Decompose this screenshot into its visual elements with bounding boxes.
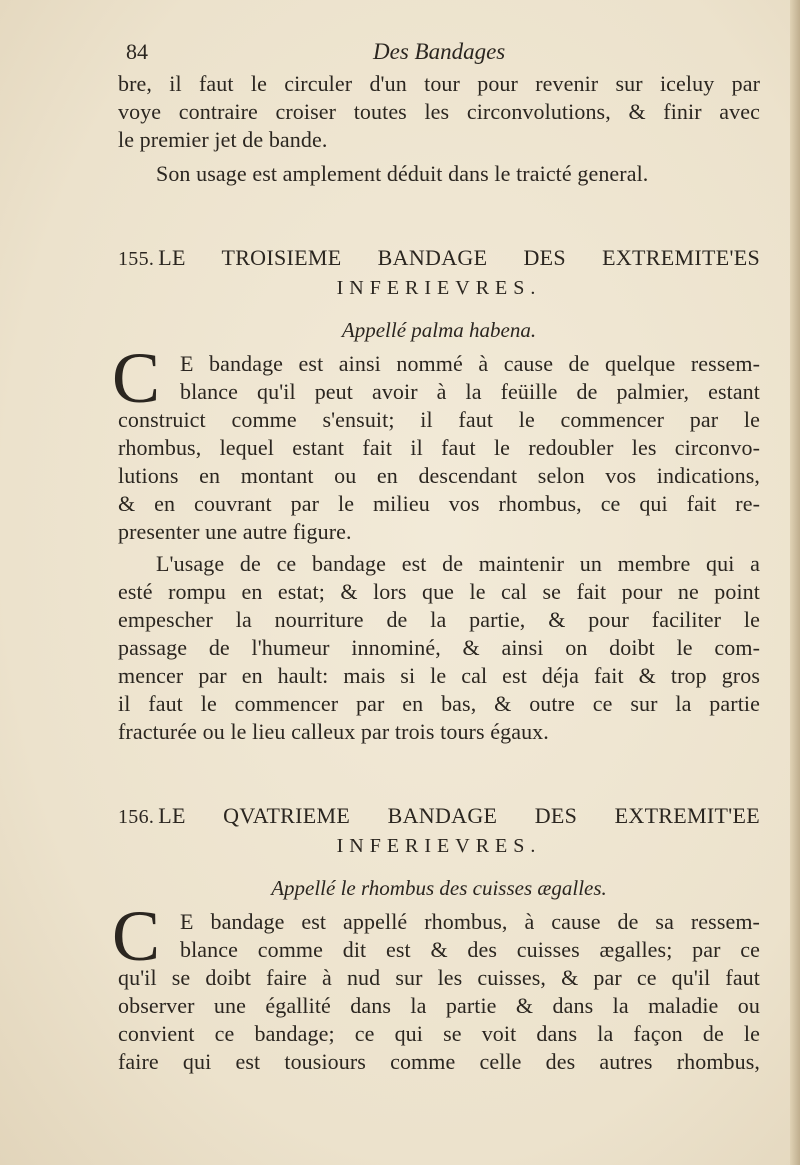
page-number: 84 bbox=[126, 39, 148, 64]
text-line: presenter une autre figure. bbox=[118, 519, 352, 544]
text-line: passage de l'humeur innominé, & ainsi on doibt le com- bbox=[118, 635, 760, 660]
paragraph bbox=[112, 338, 760, 546]
drop-cap: C bbox=[112, 896, 161, 976]
section-heading bbox=[118, 244, 760, 274]
paragraph bbox=[112, 896, 760, 1076]
text-line: fracturée ou le lieu calleux par trois tours égaux. bbox=[118, 719, 549, 744]
page-header bbox=[118, 38, 760, 70]
section-subtitle: INFERIEVRES. bbox=[336, 277, 542, 299]
running-head: Des Bandages bbox=[373, 39, 506, 64]
text-line: faire qui est tousiours comme celle des autres rhombus, bbox=[118, 1049, 760, 1074]
intro-usage: Son usage est amplement déduit dans le traicté general. bbox=[156, 161, 649, 186]
text-line: rhombus, lequel estant fait il faut le redoubler les circonvo- bbox=[118, 435, 760, 460]
section-number: 156. bbox=[118, 806, 155, 828]
section-title: LE QVATRIEME BANDAGE DES EXTREMIT'EE bbox=[158, 803, 760, 828]
text-line: E bandage est appellé rhombus, à cause de sa ressem- bbox=[180, 909, 760, 934]
section-heading bbox=[118, 802, 760, 832]
text-line: blance qu'il peut avoir à la feüille de palmier, estant bbox=[180, 379, 760, 404]
page-text bbox=[112, 38, 760, 1076]
section-155 bbox=[112, 244, 760, 746]
text-line: observer une égallité dans la partie & dans la maladie ou bbox=[118, 993, 760, 1018]
text-line: L'usage de ce bandage est de maintenir un membre qui a bbox=[156, 551, 760, 576]
drop-cap: C bbox=[112, 338, 161, 418]
section-appellation: Appellé palma habena. bbox=[341, 318, 537, 342]
text-line: lutions en montant ou en descendant selon vos indications, bbox=[118, 463, 760, 488]
text-line: construict comme s'ensuit; il faut le commencer par le bbox=[118, 407, 760, 432]
text-line: blance comme dit est & des cuisses ægalles; par ce bbox=[180, 937, 760, 962]
text-line: bre, il faut le circuler d'un tour pour revenir sur iceluy par bbox=[118, 71, 760, 96]
text-line: le premier jet de bande. bbox=[118, 127, 328, 152]
text-line: esté rompu en estat; & lors que le cal se fait pour ne point bbox=[118, 579, 760, 604]
intro-paragraph bbox=[118, 70, 760, 154]
text-line: voye contraire croiser toutes les circonvolutions, & finir avec bbox=[118, 99, 760, 124]
text-line: qu'il se doibt faire à nud sur les cuisses, & par ce qu'il faut bbox=[118, 965, 760, 990]
text-line: convient ce bandage; ce qui se voit dans la façon de le bbox=[118, 1021, 760, 1046]
section-appellation: Appellé le rhombus des cuisses ægalles. bbox=[271, 876, 607, 900]
text-line: empescher la nourriture de la partie, & pour faciliter le bbox=[118, 607, 760, 632]
text-line: il faut le commencer par en bas, & outre ce sur la partie bbox=[118, 691, 760, 716]
page-edge bbox=[790, 0, 800, 1165]
section-title: LE TROISIEME BANDAGE DES EXTREMITE'ES bbox=[158, 245, 760, 270]
paragraph bbox=[118, 550, 760, 746]
section-subtitle: INFERIEVRES. bbox=[336, 835, 542, 857]
section-number: 155. bbox=[118, 248, 155, 270]
text-line: mencer par en hault: mais si le cal est déja fait & trop gros bbox=[118, 663, 760, 688]
text-line: E bandage est ainsi nommé à cause de quelque ressem- bbox=[180, 351, 760, 376]
text-line: & en couvrant par le milieu vos rhombus, ce qui fait re- bbox=[118, 491, 760, 516]
section-156 bbox=[112, 802, 760, 1076]
